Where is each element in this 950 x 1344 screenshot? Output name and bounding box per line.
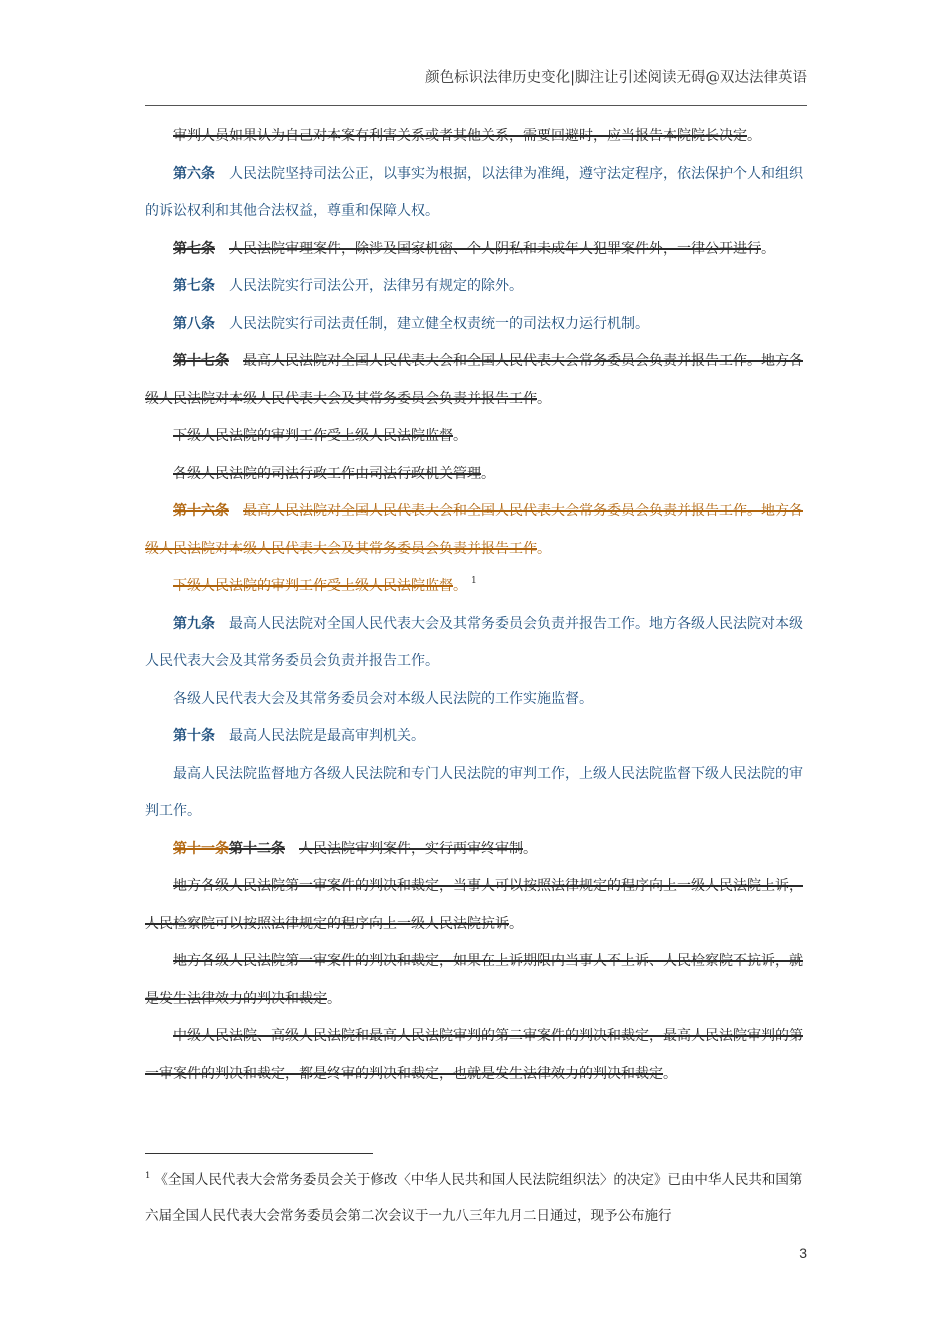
header-divider: [145, 105, 807, 106]
deleted-text: 中级人民法院、高级人民法院和最高人民法院审判的第二审案件的判决和裁定，最高人民法院审判的第一审案件的判决和裁定，都是终审的判决和裁定，也就是发生法律效力的判决和裁定: [145, 1028, 803, 1082]
article-10: [145, 718, 807, 756]
article-7: [145, 268, 807, 306]
article-label: 第七条: [173, 240, 215, 257]
deleted-text: 下级人民法院的审判工作受上级人民法院监督: [173, 578, 453, 594]
article-label: 第十六条: [173, 503, 229, 519]
deleted-text: 人民法院审判案件，实行两审终审制: [299, 840, 523, 857]
page-header: 颜色标识法律历史变化|脚注让引述阅读无碍@双达法律英语: [425, 70, 807, 86]
document-body: [145, 118, 807, 1093]
paragraph-deleted-appeal: 地方各级人民法院第一审案件的判决和裁定，当事人可以按照法律规定的程序向上一级人民法院上诉，人民检察院可以按照法律规定的程序向上一级人民法院抗诉。: [145, 878, 803, 932]
article-text: 人民法院实行司法公开，法律另有规定的除外。: [229, 278, 523, 294]
paragraph-supreme-court-supervision: [145, 756, 807, 831]
article-11-12-deleted: 第十一条第十二条 人民法院审判案件，实行两审终审制。: [173, 840, 537, 857]
deleted-text: 各级人民法院的司法行政工作由司法行政机关管理: [173, 465, 481, 482]
article-9: [145, 606, 807, 681]
article-label: 第六条: [173, 165, 215, 182]
article-label: 第十七条: [173, 353, 229, 369]
footnote: [145, 1162, 807, 1234]
footnote-text: 《全国人民代表大会常务委员会关于修改〈中华人民共和国人民法院组织法〉的决定》已由中华人民共和国第六届全国人民代表大会常务委员会第二次会议于一九八三年九月二日通过，现予公布施行: [145, 1172, 803, 1224]
article-label: 第十二条: [229, 840, 285, 857]
deleted-text: 最高人民法院对全国人民代表大会和全国人民代表大会常务委员会负责并报告工作。地方各级人民法院对本级人民代表大会及其常务委员会负责并报告工作: [145, 353, 803, 407]
paragraph-historical-supervision: 下级人民法院的审判工作受上级人民法院监督。 $^1$: [173, 576, 477, 594]
article-text: 最高人民法院监督地方各级人民法院和专门人民法院的审判工作，上级人民法院监督下级人民法院的审判工作。: [145, 765, 803, 819]
article-label: 第九条: [173, 615, 215, 632]
article-8: [145, 306, 807, 344]
article-7-deleted: 第七条 人民法院审理案件，除涉及国家机密、个人阴私和未成年人犯罪案件外，一律公开进行。: [173, 240, 775, 257]
article-label: 第八条: [173, 315, 215, 332]
article-label-historical: 第十一条: [173, 840, 229, 857]
paragraph-deleted-admin: 各级人民法院的司法行政工作由司法行政机关管理。: [173, 465, 495, 482]
article-text: 人民法院实行司法责任制，建立健全权责统一的司法权力运行机制。: [229, 315, 649, 332]
article-text: 最高人民法院是最高审判机关。: [229, 728, 425, 744]
deleted-text: 最高人民法院对全国人民代表大会和全国人民代表大会常务委员会负责并报告工作。地方各级人民法院对本级人民代表大会及其常务委员会负责并报告工作: [145, 503, 803, 557]
article-text: 人民法院坚持司法公正，以事实为根据，以法律为准绳，遵守法定程序，依法保护个人和组织的诉讼权利和其他合法权益，尊重和保障人权。: [145, 165, 803, 219]
deleted-text: 审判人员如果认为自己对本案有利害关系或者其他关系，需要回避时，应当报告本院院长决定: [173, 128, 747, 144]
article-6: [145, 156, 807, 231]
paragraph-people-congress-supervision: [145, 681, 807, 719]
article-text: 最高人民法院对全国人民代表大会及其常务委员会负责并报告工作。地方各级人民法院对本级人民代表大会及其常务委员会负责并报告工作。: [145, 615, 803, 669]
page-number: 3: [799, 1245, 807, 1261]
article-label: 第十条: [173, 728, 215, 744]
article-text: 各级人民代表大会及其常务委员会对本级人民法院的工作实施监督。: [173, 690, 593, 707]
footnote-number: 1: [145, 1171, 151, 1181]
deleted-text: 地方各级人民法院第一审案件的判决和裁定，当事人可以按照法律规定的程序向上一级人民法院上诉，人民检察院可以按照法律规定的程序向上一级人民法院抗诉: [145, 878, 803, 932]
paragraph-deleted-effective-judgment: 地方各级人民法院第一审案件的判决和裁定，如果在上诉期限内当事人不上诉、人民检察院不抗诉，就是发生法律效力的判决和裁定。: [145, 953, 803, 1007]
deleted-text: 下级人民法院的审判工作受上级人民法院监督: [173, 428, 453, 444]
article-17-deleted: 第十七条 最高人民法院对全国人民代表大会和全国人民代表大会常务委员会负责并报告工作。地方各级人民法院对本级人民代表大会及其常务委员会负责并报告工作。: [145, 353, 803, 407]
footnote-reference[interactable]: 1: [471, 576, 477, 586]
deleted-text: 人民法院审理案件，除涉及国家机密、个人阴私和未成年人犯罪案件外，一律公开进行: [229, 240, 761, 257]
paragraph-deleted-final-judgment: 中级人民法院、高级人民法院和最高人民法院审判的第二审案件的判决和裁定，最高人民法院审判的第一审案件的判决和裁定，都是终审的判决和裁定，也就是发生法律效力的判决和裁定。: [145, 1028, 803, 1082]
footnote-divider: [145, 1153, 373, 1154]
article-16-historical: 第十六条 最高人民法院对全国人民代表大会和全国人民代表大会常务委员会负责并报告工作。地方各级人民法院对本级人民代表大会及其常务委员会负责并报告工作。: [145, 503, 803, 557]
paragraph-deleted-supervision: 下级人民法院的审判工作受上级人民法院监督。: [173, 428, 467, 444]
paragraph-deleted-recusal: 审判人员如果认为自己对本案有利害关系或者其他关系，需要回避时，应当报告本院院长决定。: [173, 128, 761, 144]
deleted-text: 地方各级人民法院第一审案件的判决和裁定，如果在上诉期限内当事人不上诉、人民检察院不抗诉，就是发生法律效力的判决和裁定: [145, 953, 803, 1007]
article-label: 第七条: [173, 278, 215, 294]
